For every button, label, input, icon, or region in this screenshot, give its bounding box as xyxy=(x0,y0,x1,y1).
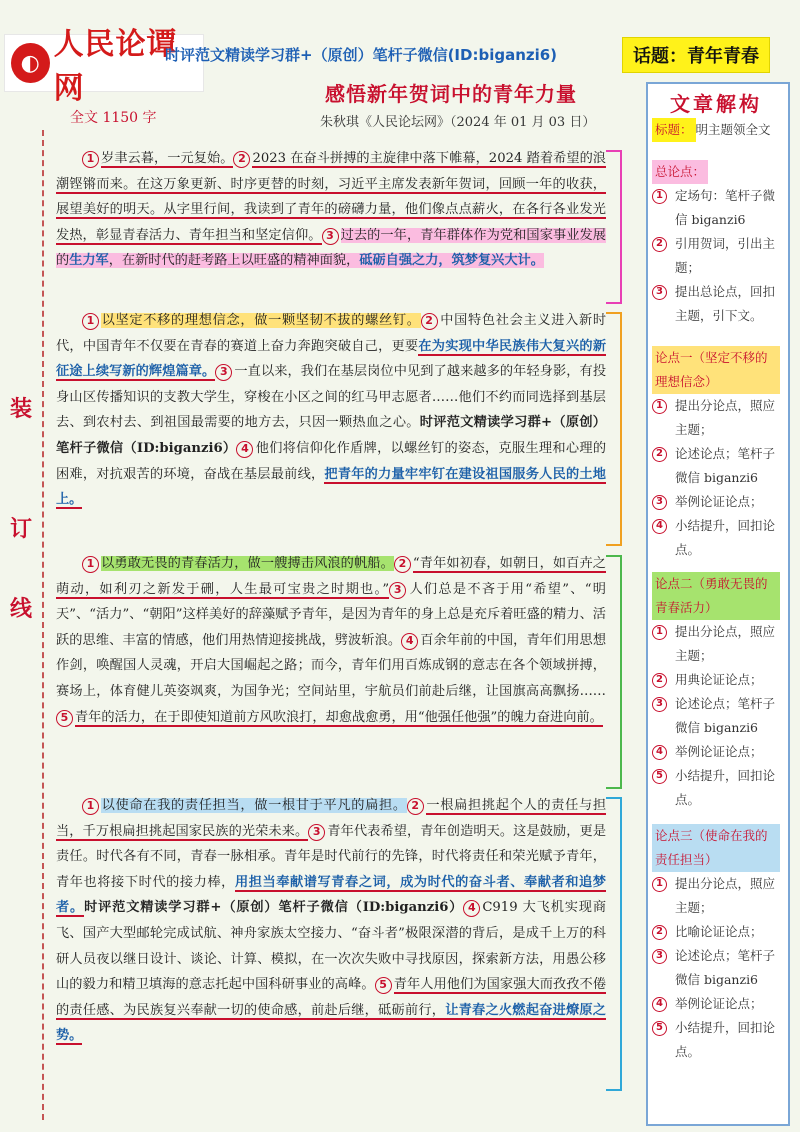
item-number: 5 xyxy=(652,769,667,784)
sidebar-item xyxy=(652,442,780,490)
item-number: 4 xyxy=(652,745,667,760)
logo-text: 人民论谭网 xyxy=(53,27,178,106)
item-text: 用典论证论点； xyxy=(675,672,763,687)
item-text: 举例论证论点； xyxy=(675,996,763,1011)
marker-number: 4 xyxy=(463,900,480,917)
paragraph-intro xyxy=(56,146,606,274)
sidebar-item xyxy=(652,620,780,668)
sidebar-title-section xyxy=(652,118,780,142)
marker-number: 5 xyxy=(56,710,73,727)
sidebar-item xyxy=(652,740,780,764)
key-phrase: 用担当奉献谱写青春之词，成为时代的奋斗者、奉献者和追梦者。 xyxy=(56,874,606,916)
marker-number: 5 xyxy=(375,977,392,994)
marker-number: 4 xyxy=(236,441,253,458)
sub-thesis: 以使命在我的责任担当，做一根甘于平凡的扁担。 xyxy=(101,798,407,813)
item-text: 小结提升，回扣论点。 xyxy=(675,1020,776,1059)
wechat-watermark: 时评范文精读学习群+（原创）笔杆子微信（ID:biganzi6） xyxy=(56,415,606,456)
marker-number: 3 xyxy=(215,364,232,381)
sidebar-item xyxy=(652,184,780,232)
item-text: 提出分论点，照应主题； xyxy=(675,398,776,437)
item-text: 提出分论点，照应主题； xyxy=(675,876,776,915)
sentence: 中国特色社会主义进入新时代，中国青年不仅要在青春的赛道上奋力奔跑突破自己，更要 xyxy=(56,313,607,354)
sidebar-item xyxy=(652,668,780,692)
sidebar-total-section xyxy=(652,160,780,328)
item-number: 4 xyxy=(652,997,667,1012)
item-number: 2 xyxy=(652,237,667,252)
item-text: 小结提升，回扣论点。 xyxy=(675,518,776,557)
sentence: 青年人用他们为国家强大而孜孜不倦的责任感、为民族复兴奉献一切的使命感，前赴后继，砥砺前行， xyxy=(56,977,607,1018)
sentence: 青年的活力，在于即使知道前方风吹浪打，却愈战愈勇，用“他强任他强”的魄力奋进向前。 xyxy=(75,709,603,725)
sidebar-item xyxy=(652,992,780,1016)
sidebar-point-three-section xyxy=(652,824,780,1064)
item-text: 举例论证论点； xyxy=(675,744,763,759)
key-phrase: 生力军 xyxy=(69,253,109,269)
item-text: 引用贺词，引出主题； xyxy=(675,236,776,275)
sidebar-item xyxy=(652,1016,780,1064)
marker-number: 1 xyxy=(82,313,99,330)
sidebar-title: 文章解构 xyxy=(670,92,762,116)
sentence: 一根扁担挑起个人的责任与担当，千万根扁担挑起国家民族的光荣未来。 xyxy=(56,798,607,839)
item-number: 1 xyxy=(652,189,667,204)
sentence: 一直以来，我们在基层岗位中见到了越来越多的年轻身影，有投身山区传播知识的支教大学生，穿梭在小区之间的红马甲志愿者……他们不约而同选择到基层去、到农村去、到祖国最需要的地方去，只因一颗热血之心。 xyxy=(56,364,607,431)
sidebar-section-head: 论点三（使命在我的责任担当） xyxy=(652,824,780,872)
item-number: 1 xyxy=(652,877,667,892)
sidebar-item xyxy=(652,280,780,328)
sentence: 人们总是不吝于用“希望”、“明天”、“活力”、“朝阳”这样美好的辞藻赋予青年，是因为青年的身上总是充斥着旺盛的精力、活跃的思维、丰富的情感，他们用热情迎接挑战，劈波斩浪。 xyxy=(56,581,606,648)
item-number: 2 xyxy=(652,447,667,462)
bracket-point-three xyxy=(606,797,622,1091)
item-number: 4 xyxy=(652,519,667,534)
item-number: 2 xyxy=(652,925,667,940)
paragraph-point-three xyxy=(56,793,606,1049)
item-text: 小结提升，回扣论点。 xyxy=(675,768,776,807)
sidebar-item xyxy=(652,944,780,992)
sentence: ，在新时代的赶考路上以旺盛的精神面貌， xyxy=(108,253,360,269)
marker-number: 2 xyxy=(233,151,250,168)
item-text: 定场句：笔杆子微信 biganzi6 xyxy=(675,188,776,227)
sentence: 百余年前的中国，青年们用思想作剑，唤醒国人灵魂，开启大国崛起之路；而今，青年们用百炼成钢的意志在各个领域拼搏，赛场上，体育健儿英姿飒爽，为国争光；空间站里，宇航员们前赴后继，让国旗高高飘扬…… xyxy=(56,632,607,699)
sidebar-item xyxy=(652,872,780,920)
item-text: 提出总论点，回扣主题，引下文。 xyxy=(675,284,776,323)
marker-number: 3 xyxy=(322,228,339,245)
sentence: 青年代表希望，青年创造明天。这是鼓励，更是责任。时代各有不同，青春一脉相承。青年是时代前行的先锋，时代将责任和荣光赋予青年，青年也将接下时代的接力棒， xyxy=(56,823,607,890)
word-count: 全文 1150 字 xyxy=(70,110,157,126)
marker-number: 2 xyxy=(421,313,438,330)
sidebar-item xyxy=(652,692,780,740)
marker-number: 4 xyxy=(401,633,418,650)
item-text: 论述论点；笔杆子微信 biganzi6 xyxy=(675,446,776,485)
sentence: C919 大飞机实现商飞、国产大型邮轮完成试航、神舟家族太空接力、“奋斗者”极限深潜的背后，是成千上万的科研人员夜以继日设计、谈论、计算、模拟，在一次次失败中寻找原因，探索新方法，用愚公移山的毅力和精卫填海的意志托起中国科研事业的高峰。 xyxy=(56,900,607,993)
bracket-point-two xyxy=(606,555,622,789)
marker-number: 3 xyxy=(308,824,325,841)
bracket-intro xyxy=(606,150,622,304)
byline: 朱秋琪《人民论坛网》（2024 年 01 月 03 日） xyxy=(320,115,596,130)
key-phrase: 砥砺自强之力，筑梦复兴大计。 xyxy=(359,253,544,269)
sentence: 2023 在奋斗拼搏的主旋律中落下帷幕，2024 踏着希望的浪潮铿锵而来。在这万象更新、时序更替的时刻，习近平主席发表新年贺词，回顾一年的收获，展望美好的明天。从字里行间，我读到了青年的磅礴力量，他们像点点薪火，在各行各业发光发热，彰显青春活力、青年担当和坚定信仰。 xyxy=(56,151,606,243)
sub-thesis: 以坚定不移的理想信念，做一颗坚韧不拔的螺丝钉。 xyxy=(101,313,421,328)
sub-thesis: 以勇敢无畏的青春活力，做一艘搏击风浪的帆船。 xyxy=(101,556,394,571)
item-number: 2 xyxy=(652,673,667,688)
sidebar-item xyxy=(652,394,780,442)
item-number: 1 xyxy=(652,625,667,640)
wechat-watermark: 时评范文精读学习群+（原创）笔杆子微信（ID:biganzi6） xyxy=(84,900,464,916)
sidebar-point-two-section xyxy=(652,572,780,812)
group-wechat-line: 时评范文精读学习群+（原创）笔杆子微信(ID:biganzi6) xyxy=(165,46,558,64)
item-number: 5 xyxy=(652,1021,667,1036)
item-text: 论述论点；笔杆子微信 biganzi6 xyxy=(675,696,776,735)
item-text: 比喻论证论点； xyxy=(675,924,763,939)
item-number: 3 xyxy=(652,697,667,712)
item-number: 3 xyxy=(652,949,667,964)
logo-icon: ◐ xyxy=(11,43,50,83)
sidebar-item xyxy=(652,764,780,812)
quote: “青年如初春，如朝日，如百卉之萌动，如利刃之新发于硎，人生最可宝贵之时期也。” xyxy=(56,556,606,597)
sentence: 过去的一年，青年群体作为党和国家事业发展的 xyxy=(56,227,606,269)
sentence: 岁聿云暮，一元复始。 xyxy=(101,151,234,166)
marker-number: 1 xyxy=(82,151,99,168)
sidebar-section-head: 论点一（坚定不移的理想信念） xyxy=(652,346,780,394)
key-phrase: 让青春之火燃起奋进燎原之势。 xyxy=(56,1002,606,1044)
binding-char: 订 xyxy=(10,516,33,542)
marker-number: 1 xyxy=(82,798,99,815)
sidebar-item xyxy=(652,514,780,562)
marker-number: 2 xyxy=(407,798,424,815)
sidebar-section-head: 论点二（勇敢无畏的青春活力） xyxy=(652,572,780,620)
sidebar-item xyxy=(652,490,780,514)
item-text: 提出分论点，照应主题； xyxy=(675,624,776,663)
binding-char: 装 xyxy=(10,396,33,422)
item-number: 3 xyxy=(652,495,667,510)
binding-char: 线 xyxy=(10,596,33,622)
marker-number: 1 xyxy=(82,556,99,573)
sidebar-label-head: 标题： xyxy=(652,118,696,142)
item-text: 论述论点；笔杆子微信 biganzi6 xyxy=(675,948,776,987)
paragraph-point-one xyxy=(56,308,606,513)
marker-number: 3 xyxy=(389,582,406,599)
sidebar-item xyxy=(652,920,780,944)
sidebar-section-head: 总论点： xyxy=(652,160,708,184)
marker-number: 2 xyxy=(394,556,411,573)
bracket-point-one xyxy=(606,312,622,546)
sidebar-item xyxy=(652,232,780,280)
sidebar-point-one-section xyxy=(652,346,780,562)
article-title: 感悟新年贺词中的青年力量 xyxy=(325,82,577,106)
paragraph-point-two xyxy=(56,551,606,730)
item-text: 举例论证论点； xyxy=(675,494,763,509)
topic-badge: 话题：青年青春 xyxy=(622,37,770,73)
key-phrase: 把青年的力量牢牢钉在建设祖国服务人民的土地上。 xyxy=(56,466,606,508)
sidebar-label-text: 明主题领全文 xyxy=(695,122,771,137)
sentence: 他们将信仰化作盾牌，以螺丝钉的姿态，克服生理和心理的困难，对抗艰苦的环境，奋战在基层最前线， xyxy=(56,440,607,482)
key-phrase: 在为实现中华民族伟大复兴的新征途上续写新的辉煌篇章。 xyxy=(56,338,607,380)
binding-line xyxy=(42,130,44,1120)
item-number: 3 xyxy=(652,285,667,300)
item-number: 1 xyxy=(652,399,667,414)
